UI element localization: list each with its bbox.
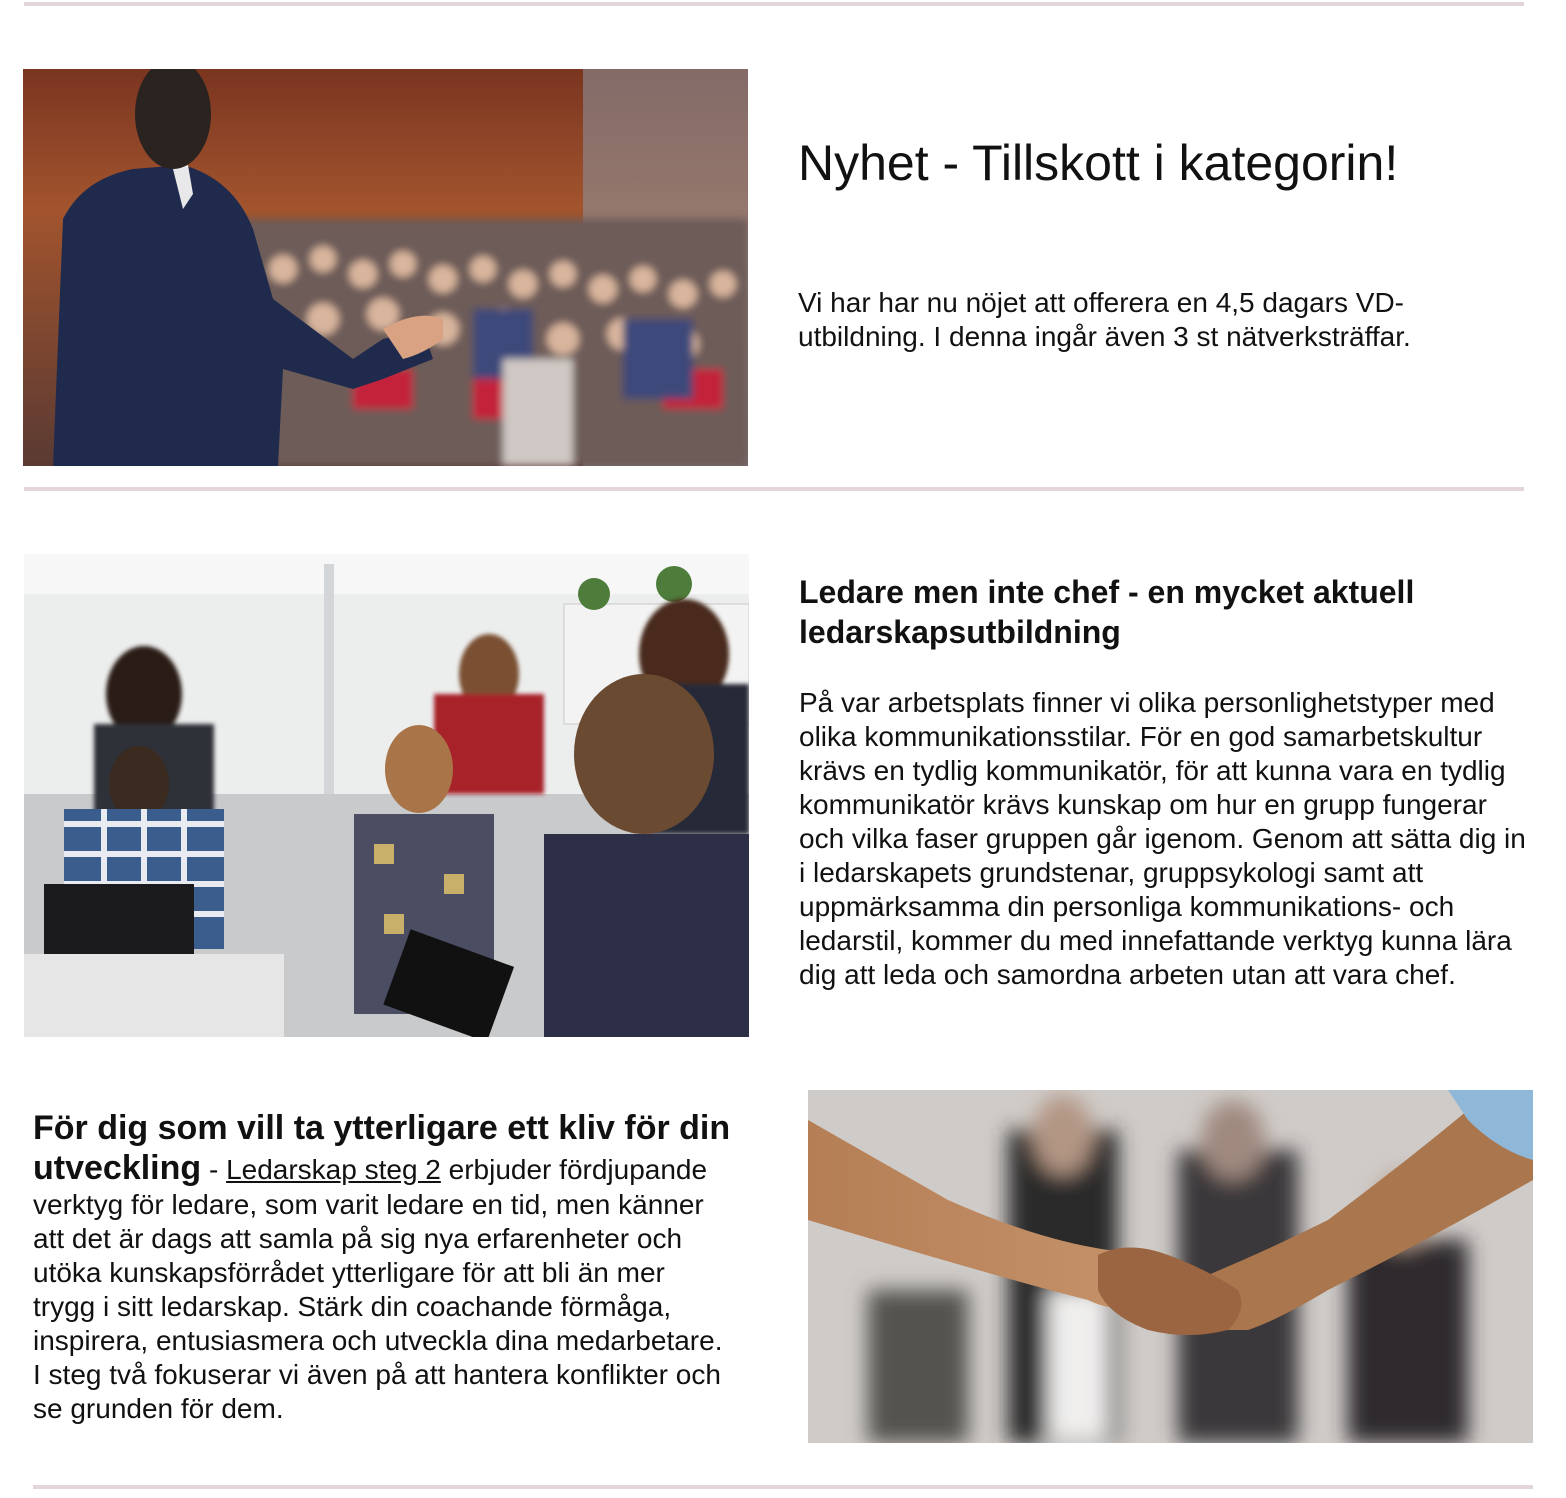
top-divider bbox=[24, 2, 1524, 6]
news-section bbox=[798, 132, 1518, 354]
group-discussion-image bbox=[24, 554, 749, 1037]
bottom-divider bbox=[33, 1485, 1533, 1489]
conference-speaker-image bbox=[23, 69, 748, 466]
middle-divider bbox=[24, 487, 1524, 491]
step2-separator: - bbox=[201, 1154, 227, 1185]
step2-heading: För dig som vill ta ytterligare ett kliv för din utveckling bbox=[33, 1109, 731, 1187]
leader-text: På var arbetsplats finner vi olika personlighetstyper med olika kommunikationsstilar. För en god samarbetskultur krävs en tydlig kommunikatör, för att kunna vara en tydlig kommunikatör krävs kunskap om hur en grupp fungerar och vilka faser gruppen går igenom. Genom att sätta dig in i ledarskapets grundstenar, gruppsykologi samt att uppmärksamma din personliga kommunikations- och ledarstil, kommer du med innefattande verktyg kunna lära dig att leda och samordna arbeten utan att vara chef. bbox=[799, 687, 1526, 990]
step2-paragraph bbox=[33, 1108, 733, 1426]
leader-section bbox=[799, 572, 1529, 992]
news-text: Vi har har nu nöjet att offerera en 4,5 dagars VD-utbildning. I denna ingår även 3 st nätverksträffar. bbox=[798, 287, 1411, 352]
ledarskap-steg-2-link[interactable]: Ledarskap steg 2 bbox=[226, 1154, 441, 1185]
step2-section bbox=[33, 1108, 733, 1426]
news-heading: Nyhet - Tillskott i kategorin! bbox=[798, 135, 1399, 191]
leader-heading: Ledare men inte chef - en mycket aktuell ledarskapsutbildning bbox=[799, 574, 1415, 650]
step2-text: erbjuder fördjupande verktyg för ledare, som varit ledare en tid, men känner att det är dags att samla på sig nya erfarenheter och utöka kunskapsförrådet ytterligare för att bli än mer trygg i sitt ledarskap. Stärk din coachande förmåga, inspirera, entusiasmera och utveckla dina medarbetare. I steg två fokuserar vi även på att hantera konflikter och se grunden för dem. bbox=[33, 1154, 723, 1424]
handshake-image bbox=[808, 1090, 1533, 1443]
